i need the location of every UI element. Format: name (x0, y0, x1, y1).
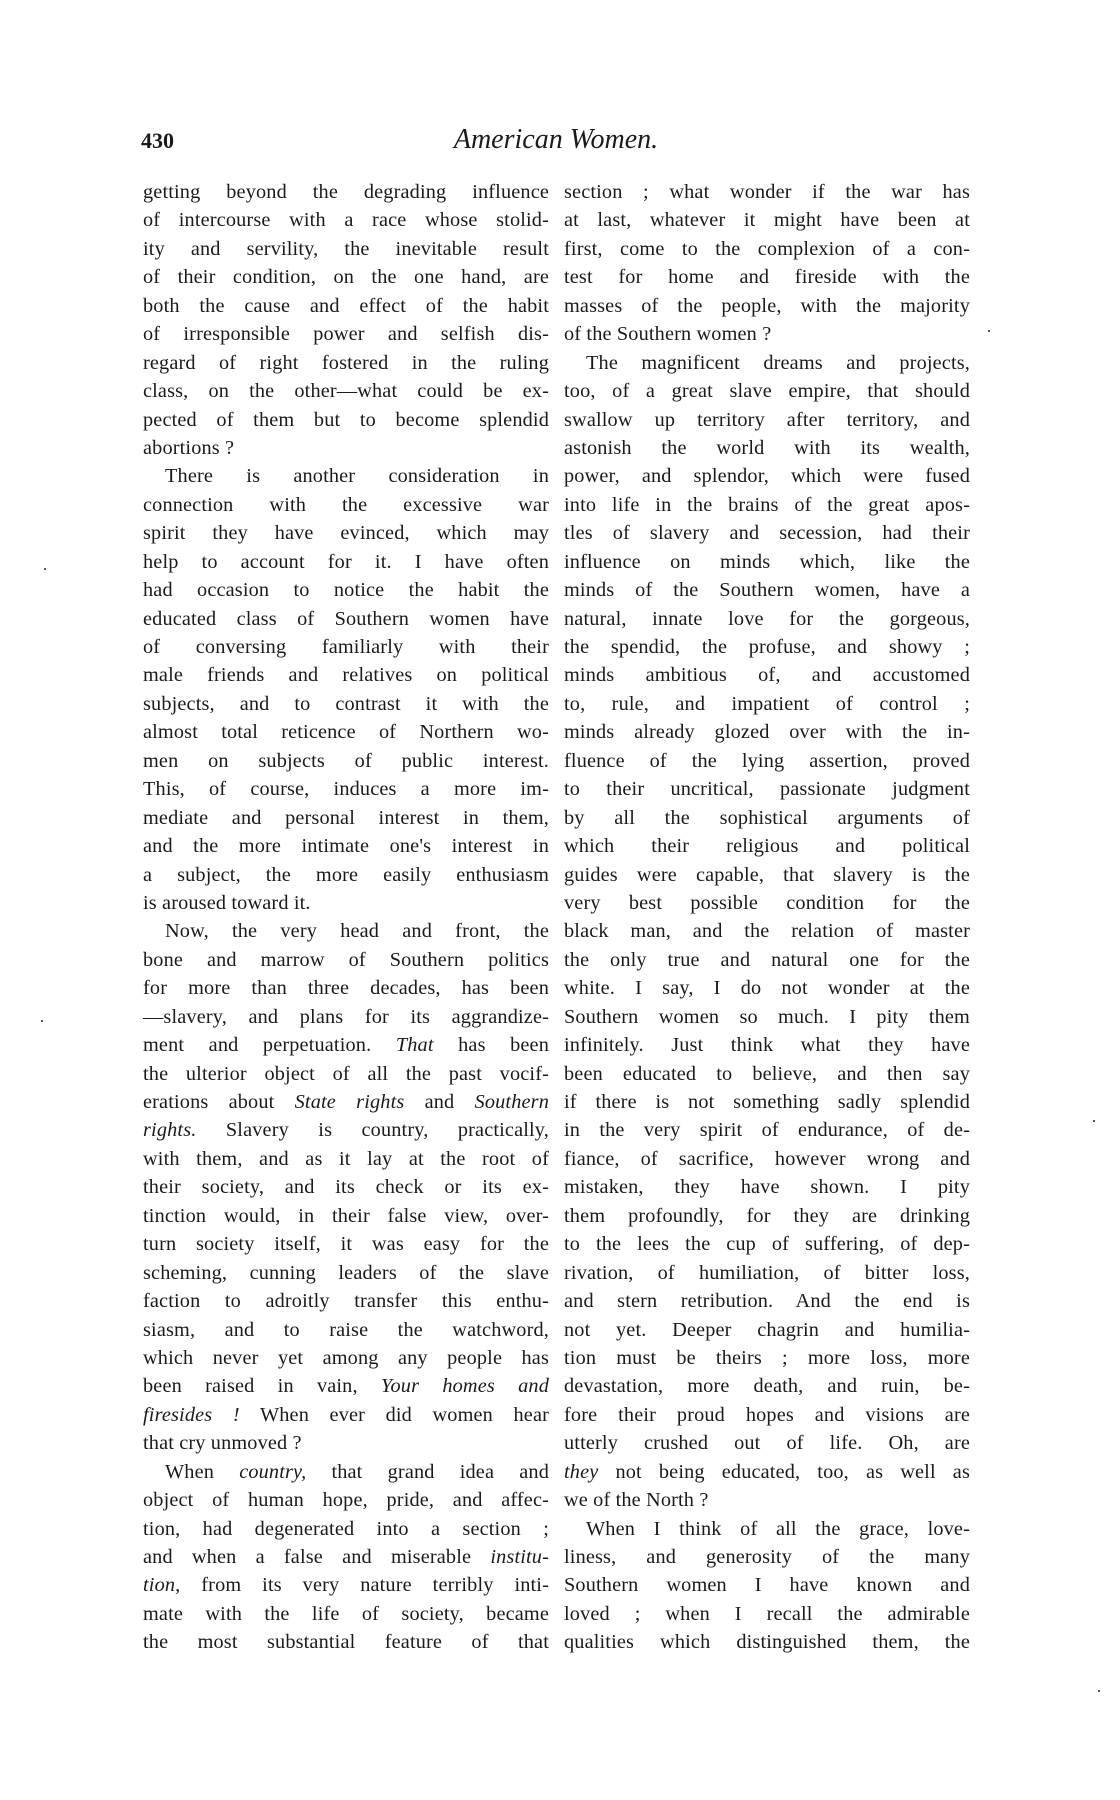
text-line: swallow up territory after territory, and (564, 408, 970, 431)
text-run: has been (433, 1034, 550, 1057)
text-line: is aroused toward it. (143, 891, 311, 914)
print-speck (1098, 1690, 1100, 1692)
text-line: the spendid, the profuse, and showy ; (564, 636, 970, 658)
text-line: black man, and the relation of master (564, 920, 970, 943)
text-line: pected of them but to become splendid (143, 408, 549, 431)
text-line: devastation, more death, and ruin, be- (564, 1375, 970, 1398)
text-line: for more than three decades, has been (143, 977, 549, 1000)
text-line (143, 1088, 549, 1116)
text-run: not being educated, too, as well as (598, 1460, 970, 1483)
text-run: ment and perpetuation. (143, 1034, 396, 1057)
text-column-left (143, 178, 549, 1657)
text-line: astonish the world with its wealth, (564, 436, 970, 459)
text-line: mistaken, they have shown. I pity (564, 1176, 970, 1199)
text-line: There is another consideration in (165, 465, 549, 488)
print-speck (988, 330, 990, 332)
page-number: 430 (141, 128, 174, 153)
text-line: mediate and personal interest in them, (143, 806, 549, 829)
text-line: of conversing familiarly with their (143, 636, 549, 658)
text-line: connection with the excessive war (143, 493, 549, 516)
text-line (143, 1372, 549, 1400)
text-run: been raised in vain, (143, 1375, 381, 1398)
text-line: them profoundly, for they are drinking (564, 1204, 970, 1227)
text-line: and the more intimate one's interest in (143, 835, 549, 858)
text-line: Southern women I have known and (564, 1574, 970, 1597)
italic-text: rights. (143, 1119, 197, 1142)
text-line: the most substantial feature of that (143, 1631, 549, 1654)
text-line: of the Southern women ? (564, 323, 772, 346)
text-line: getting beyond the degrading influence (143, 181, 549, 203)
print-speck (44, 568, 46, 570)
text-run: that grand idea and (306, 1460, 549, 1483)
text-line: been educated to believe, and then say (564, 1062, 970, 1085)
italic-text: country, (239, 1460, 307, 1483)
text-line: male friends and relatives on political (143, 664, 549, 687)
text-line (143, 1458, 549, 1486)
text-line: we of the North ? (564, 1489, 709, 1512)
text-line: minds already glozed over with the in- (564, 721, 970, 744)
text-line: qualities which distinguished them, the (564, 1631, 970, 1654)
text-line: ity and servility, the inevitable result (143, 237, 549, 260)
text-line: tion must be theirs ; more loss, more (564, 1346, 970, 1369)
text-run: from its very nature terribly inti- (180, 1574, 549, 1597)
text-line: a subject, the more easily enthusiasm (143, 863, 549, 886)
text-line: almost total reticence of Northern wo- (143, 721, 549, 744)
italic-text: institu- (490, 1546, 549, 1568)
text-line (143, 1401, 549, 1429)
italic-text: Southern (474, 1091, 549, 1113)
text-line: The magnificent dreams and projects, (586, 351, 970, 374)
text-run: and (404, 1091, 475, 1113)
text-line: to the lees the cup of suffering, of dep- (564, 1233, 970, 1256)
text-line: help to account for it. I have often (143, 550, 549, 573)
text-line: to their uncritical, passionate judgment (564, 778, 970, 801)
text-line: men on subjects of public interest. (143, 749, 549, 772)
text-line: loved ; when I recall the admirable (564, 1602, 970, 1625)
text-line: Now, the very head and front, the (165, 920, 549, 943)
text-line: into life in the brains of the great apos- (564, 493, 970, 516)
text-line: fluence of the lying assertion, proved (564, 749, 970, 772)
text-line: fore their proud hopes and visions are (564, 1403, 970, 1426)
text-line: at last, whatever it might have been at (564, 209, 970, 232)
text-line: faction to adroitly transfer this enthu- (143, 1290, 549, 1313)
text-line (143, 1116, 549, 1144)
text-line: if there is not something sadly splendid (564, 1091, 970, 1113)
text-line: tles of slavery and secession, had their (564, 522, 970, 545)
text-line: first, come to the complexion of a con- (564, 237, 970, 260)
text-line (143, 1571, 549, 1599)
text-line: turn society itself, it was easy for the (143, 1233, 549, 1256)
text-run: and when a false and miserable (143, 1546, 491, 1568)
text-line: —slavery, and plans for its aggrandize- (143, 1005, 549, 1028)
text-line: of irresponsible power and selfish dis- (143, 323, 549, 346)
text-line: natural, innate love for the gorgeous, (564, 607, 970, 630)
text-line: the only true and natural one for the (564, 948, 970, 971)
text-line: rivation, of humiliation, of bitter loss, (564, 1261, 970, 1284)
text-line (564, 1458, 970, 1486)
text-line: by all the sophistical arguments of (564, 806, 970, 829)
text-line: scheming, cunning leaders of the slave (143, 1261, 549, 1284)
text-line (143, 1543, 549, 1571)
italic-text: State rights (294, 1091, 405, 1113)
italic-text: they (564, 1460, 599, 1483)
text-line: liness, and generosity of the many (564, 1546, 970, 1568)
text-run: erations about (143, 1091, 295, 1113)
text-line: object of human hope, pride, and affec- (143, 1489, 549, 1512)
text-line: tion, had degenerated into a section ; (143, 1517, 549, 1540)
text-line: white. I say, I do not wonder at the (564, 977, 970, 1000)
text-line: not yet. Deeper chagrin and humilia- (564, 1318, 970, 1341)
text-line: in the very spirit of endurance, of de- (564, 1119, 970, 1142)
text-line: the ulterior object of all the past vocif- (143, 1062, 549, 1085)
text-line: regard of right fostered in the ruling (143, 351, 549, 374)
italic-text: firesides ! (143, 1403, 240, 1426)
running-title: American Women. (453, 124, 659, 155)
text-line: which their religious and political (564, 835, 970, 858)
text-line (143, 1031, 549, 1059)
text-line: fiance, of sacrifice, however wrong and (564, 1147, 970, 1170)
text-line: subjects, and to contrast it with the (143, 692, 549, 715)
text-line: which never yet among any people has (143, 1346, 549, 1369)
text-line: tinction would, in their false view, over- (143, 1204, 549, 1227)
text-line: too, of a great slave empire, that should (564, 380, 970, 403)
text-line: very best possible condition for the (564, 891, 970, 914)
text-run: When ever did women hear (239, 1403, 549, 1426)
text-line: and stern retribution. And the end is (564, 1290, 970, 1313)
text-line: mate with the life of society, became (143, 1602, 549, 1625)
text-line: minds of the Southern women, have a (564, 579, 970, 602)
text-line: of intercourse with a race whose stolid- (143, 209, 549, 232)
text-line: bone and marrow of Southern politics (143, 948, 549, 971)
text-run: When (165, 1460, 240, 1483)
text-line: siasm, and to raise the watchword, (143, 1318, 549, 1341)
text-line: This, of course, induces a more im- (143, 778, 549, 801)
text-line: both the cause and effect of the habit (143, 294, 549, 317)
text-line: infinitely. Just think what they have (564, 1034, 970, 1057)
text-line: to, rule, and impatient of control ; (564, 692, 970, 715)
text-line: that cry unmoved ? (143, 1432, 302, 1455)
text-column-right (564, 178, 970, 1657)
text-line: influence on minds which, like the (564, 550, 970, 573)
print-speck (41, 1020, 43, 1022)
text-line: power, and splendor, which were fused (564, 465, 970, 488)
text-line: class, on the other—what could be ex- (143, 380, 549, 403)
text-line: had occasion to notice the habit the (143, 579, 549, 602)
text-run: Slavery is country, practically, (196, 1119, 549, 1142)
text-line: abortions ? (143, 436, 235, 459)
text-line: Southern women so much. I pity them (564, 1005, 970, 1028)
italic-text: tion, (143, 1574, 181, 1597)
text-line: section ; what wonder if the war has (564, 181, 970, 203)
text-line: spirit they have evinced, which may (143, 522, 549, 545)
text-line: guides were capable, that slavery is the (564, 863, 970, 886)
text-line: test for home and fireside with the (564, 266, 970, 289)
text-line: their society, and its check or its ex- (143, 1176, 549, 1199)
text-line: When I think of all the grace, love- (586, 1517, 970, 1540)
text-line: educated class of Southern women have (143, 607, 549, 630)
print-speck (1093, 1120, 1095, 1122)
italic-text: Your homes and (380, 1375, 550, 1398)
text-line: with them, and as it lay at the root of (143, 1147, 549, 1170)
italic-text: That (395, 1034, 434, 1057)
text-line: utterly crushed out of life. Oh, are (564, 1432, 970, 1455)
text-line: masses of the people, with the majority (564, 294, 970, 317)
text-line: of their condition, on the one hand, are (143, 266, 549, 289)
text-line: minds ambitious of, and accustomed (564, 664, 970, 687)
